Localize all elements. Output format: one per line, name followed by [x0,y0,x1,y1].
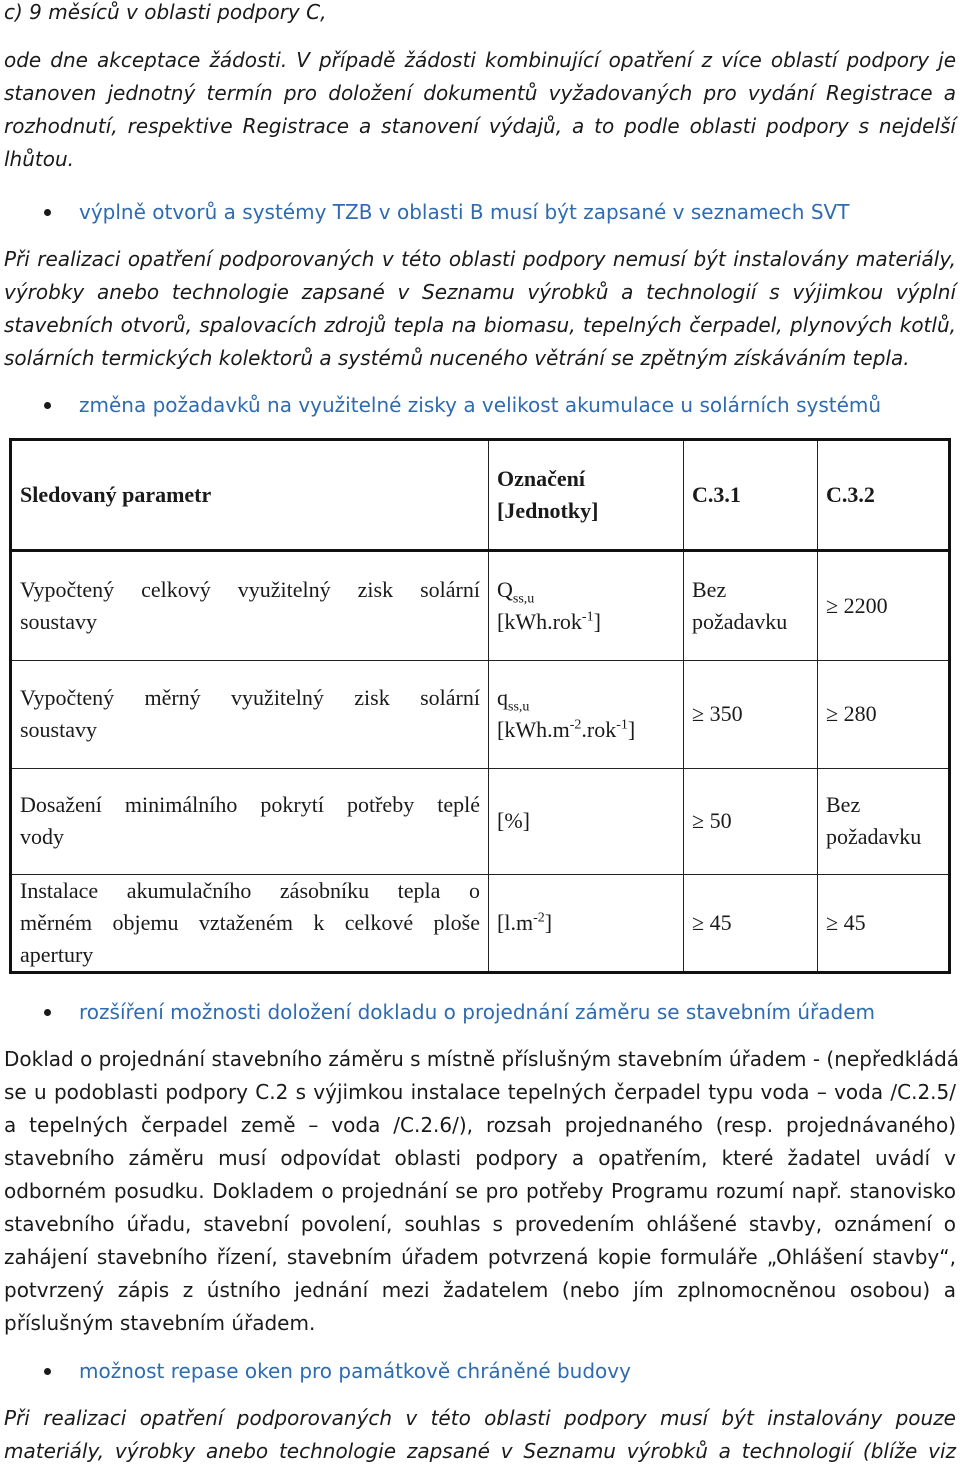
header-c31-label: C.3.1 [692,482,741,507]
bullet-dot-icon [44,1368,51,1375]
value: ≥ 45 [826,909,866,935]
bullet-heading: výplně otvorů a systémy TZB v oblasti B musí být zapsané v seznamech SVT [79,200,850,224]
value: ≥ 45 [692,909,732,935]
param-line: vody [20,824,64,849]
paragraph-line: Při realizaci opatření podporovaných v této oblasti podpory nemusí být instalovány materiály, [4,247,956,271]
bullet-4-paragraph [4,1402,956,1468]
unit: [%] [497,808,530,833]
row-c32 [817,874,948,971]
paragraph-line: a tepelných čerpadel země – voda /C.2.6/), rozsah projednaného (resp. projednávaného) [4,1113,956,1137]
row-param [12,660,488,768]
row-param [12,552,488,660]
row-param [12,874,488,971]
bullet-3-paragraph [4,1043,960,1340]
unit: $[kWh.m^{-2}.rok^{-1}]$ [497,717,636,742]
intro-line: stanoven jednotný termín pro doložení dokumentů vyžadovaných pro vydání Registrace a [4,81,956,105]
intro-paragraph [4,44,956,176]
row-c32 [817,552,948,660]
unit: $[l.m^{-2}]$ [497,909,553,935]
bullet-heading: změna požadavků na využitelné zisky a velikost akumulace u solárních systémů [79,393,882,417]
param-line: Vypočtený měrný využitelný zisk solární [20,685,480,710]
value-line: Bez [826,792,861,817]
bullet-heading: možnost repase oken pro památkově chráněné budovy [79,1359,631,1383]
symbol: $Q_{ss,u}$ [497,577,535,607]
row-unit [488,768,683,874]
table-row [12,874,948,971]
row-c32 [817,768,948,874]
header-unit-line1: Označení [497,466,585,491]
value: ≥ 2200 [826,593,888,618]
paragraph-line: výrobky anebo technologie zapsané v Seznamu výrobků a technologií s výjimkou výplní [4,280,956,304]
value: ≥ 280 [826,701,877,726]
row-unit [488,874,683,971]
paragraph-line: Při realizaci opatření podporovaných v této oblasti podpory musí být instalovány pouze [4,1406,956,1430]
param-line: měrném objemu vztaženém k celkové ploše [20,909,480,935]
value: ≥ 50 [692,808,732,833]
unit: [kWh.rok$^{-1}$] [497,609,601,634]
row-c31 [683,552,817,660]
paragraph-line: zahájení stavebního řízení, stavebním úřadem potvrzená kopie formuláře „Ohlášení stavby“, [4,1245,956,1269]
param-line: soustavy [20,609,97,634]
intro-line: lhůtou. [4,147,75,171]
bullet-1-paragraph [4,243,956,375]
header-unit [488,441,683,549]
row-c31 [683,768,817,874]
paragraph-line: solárních termických kolektorů a systémů nuceného větrání se zpětným získáváním tepla. [4,346,910,370]
paragraph-line: se u podoblasti podpory C.2 s výjimkou instalace tepelných čerpadel typu voda – voda /C.2.5/ [4,1080,956,1104]
intro-line-c: c) 9 měsíců v oblasti podpory C, [4,0,327,24]
header-param [12,441,488,549]
row-unit [488,660,683,768]
table-header-row [12,441,948,552]
header-c31 [683,441,817,549]
paragraph-line: stavebního úřadu, stavební povolení, souhlas s provedením ohlášené stavby, oznámení o [4,1212,956,1236]
header-c32-label: C.3.2 [826,482,875,507]
value-line: Bez [692,577,727,602]
row-c32 [817,660,948,768]
bullet-dot-icon [44,1009,51,1016]
param-line: Instalace akumulačního zásobníku tepla o [20,877,480,903]
paragraph-line: stavebního záměru musí odpovídat oblasti podpory a opatřením, které žadatel uvádí v [4,1146,956,1170]
paragraph-line: stavebních otvorů, spalovacích zdrojů tepla na biomasu, tepelných čerpadel, plynových kotlů, [4,313,956,337]
row-c31 [683,660,817,768]
table-row [12,660,948,769]
value-line: požadavku [826,824,922,849]
value-line: požadavku [692,609,788,634]
param-line: Dosažení minimálního pokrytí potřeby teplé [20,792,480,817]
bullet-dot-icon [44,209,51,216]
header-c32 [817,441,948,549]
bullet-heading: rozšíření možnosti doložení dokladu o projednání záměru se stavebním úřadem [79,1000,875,1024]
solar-requirements-table [9,438,951,974]
symbol: $q_{ss,u}$ [497,685,530,715]
table-row [12,552,948,661]
header-unit-line2: [Jednotky] [497,498,599,523]
row-c31 [683,874,817,971]
row-unit [488,552,683,660]
intro-line: rozhodnutí, respektive Registrace a stanovení výdajů, a to podle oblasti podpory s nejdelší [4,114,956,138]
paragraph-line: příslušným stavebním úřadem. [4,1311,316,1335]
table-row [12,768,948,875]
header-param-label: Sledovaný parametr [20,482,212,507]
paragraph-line: potvrzený zápis z ústního jednání mezi žadatelem (nebo jím zplnomocněnou osobou) a [4,1278,956,1302]
param-line: apertury [20,941,94,967]
paragraph-line: Doklad o projednání stavebního záměru s místně příslušným stavebním úřadem - (nepředkládá [4,1047,960,1071]
param-line: Vypočtený celkový využitelný zisk solární [20,577,480,602]
value: ≥ 350 [692,701,743,726]
row-param [12,768,488,874]
paragraph-line: odborném posudku. Dokladem o projednání se pro potřeby Programu rozumí např. stanovisko [4,1179,956,1203]
bullet-dot-icon [44,402,51,409]
intro-line: ode dne akceptace žádosti. V případě žádosti kombinující opatření z více oblastí podpory je [4,48,956,72]
param-line: soustavy [20,717,97,742]
paragraph-line: materiály, výrobky anebo technologie zapsané v Seznamu výrobků a technologií (blíže viz [4,1439,956,1463]
